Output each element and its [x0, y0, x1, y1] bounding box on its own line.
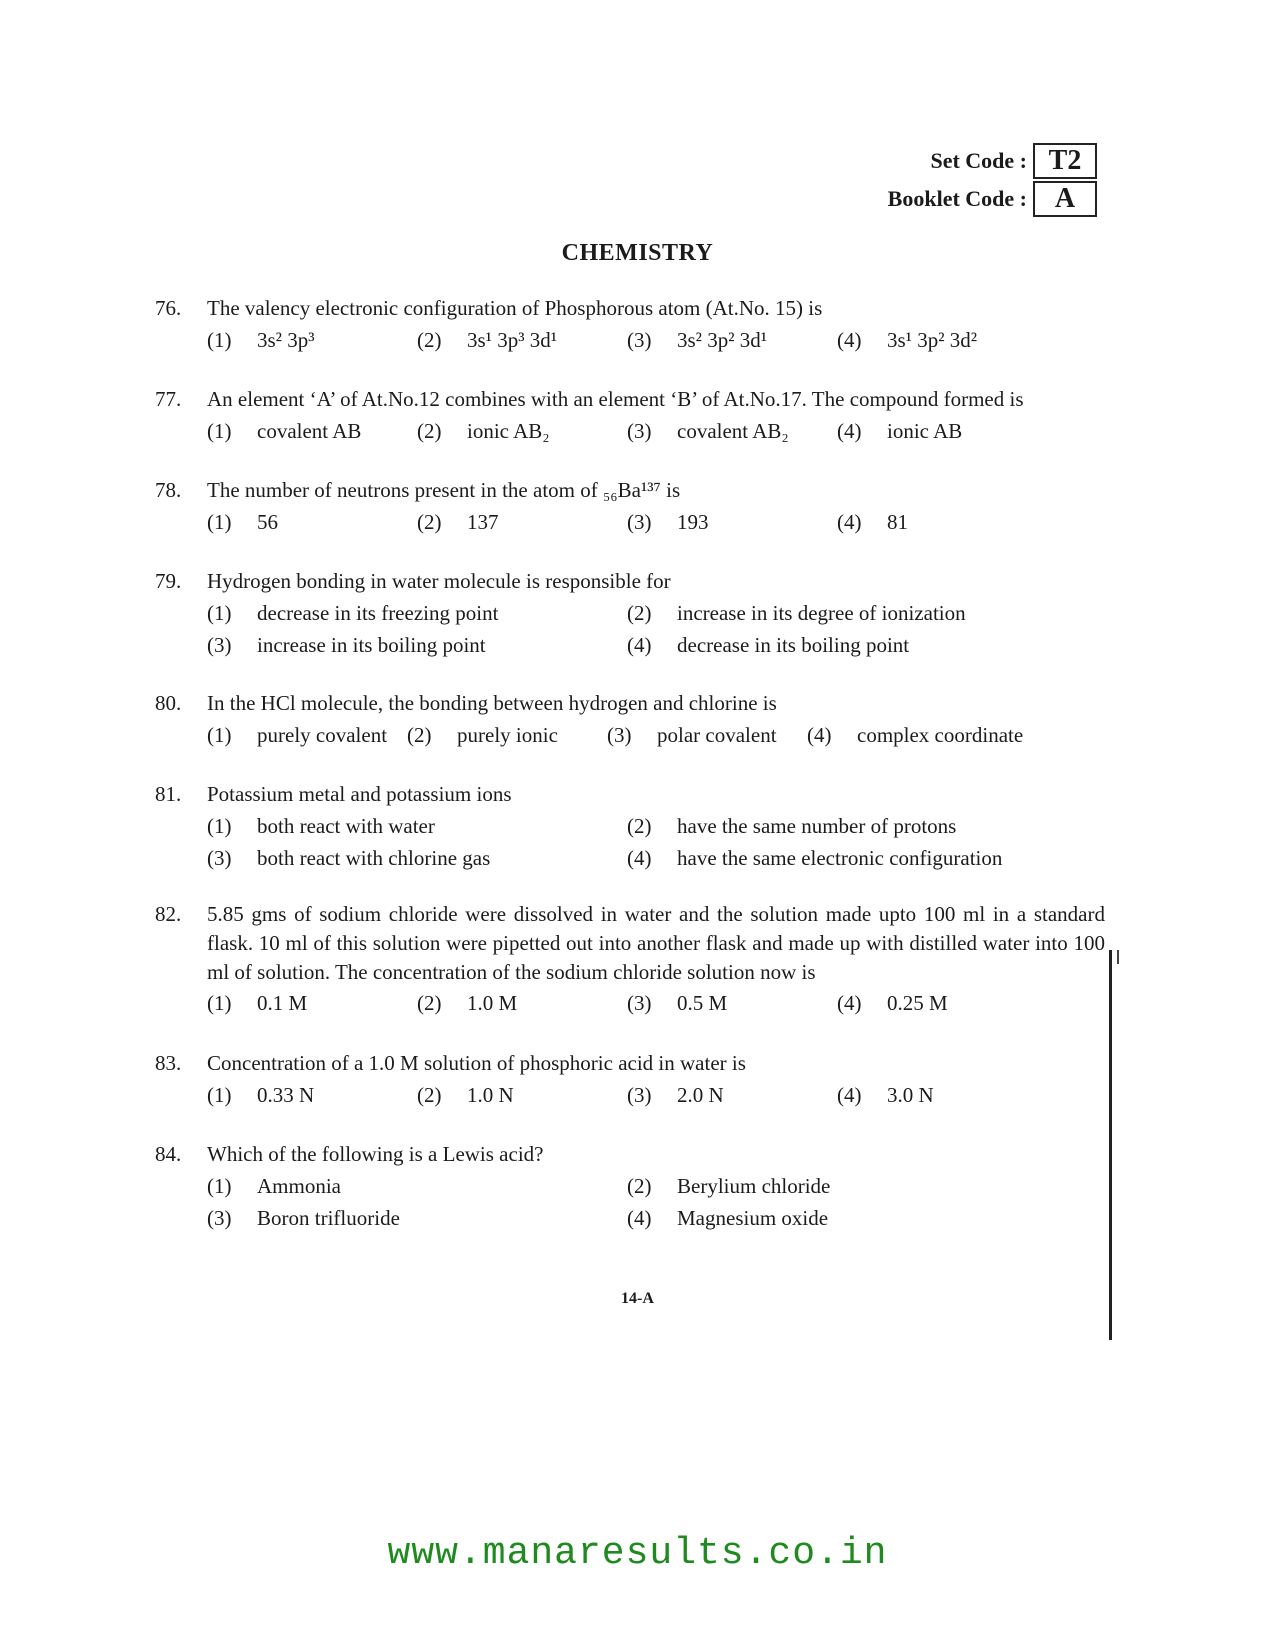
option-number: (2): [407, 723, 432, 747]
option-number: (4): [837, 991, 862, 1015]
option-number: (3): [607, 723, 632, 747]
option-2[interactable]: [627, 810, 1047, 842]
option-number: (2): [417, 419, 442, 443]
option-number: (2): [627, 814, 652, 838]
option-3[interactable]: [607, 719, 807, 751]
option-number: (3): [627, 1083, 652, 1107]
option-2[interactable]: [627, 597, 1047, 629]
question-79: [155, 565, 1105, 661]
option-text: 1.0 N: [467, 1083, 514, 1107]
option-text: both react with chlorine gas: [257, 846, 491, 870]
options: [207, 597, 1105, 661]
question-text: Which of the following is a Lewis acid?: [207, 1142, 544, 1166]
option-text: both react with water: [257, 814, 435, 838]
option-text: 3s¹ 3p² 3d²: [887, 328, 978, 352]
option-1[interactable]: [207, 810, 627, 842]
option-text: Boron trifluoride: [257, 1206, 400, 1230]
option-text: covalent AB: [257, 419, 362, 443]
option-number: (3): [207, 1206, 232, 1230]
question-text: An element ‘A’ of At.No.12 combines with an element ‘B’ of At.No.17. The compound formed is: [207, 387, 1024, 411]
option-text: 1.0 M: [467, 991, 518, 1015]
option-4[interactable]: [837, 506, 1047, 538]
option-text: 0.5 M: [677, 991, 728, 1015]
question-text: Concentration of a 1.0 M solution of phosphoric acid in water is: [207, 1051, 746, 1075]
question-number: 80.: [155, 691, 182, 715]
option-text: have the same number of protons: [677, 814, 957, 838]
option-number: (1): [207, 510, 232, 534]
option-3[interactable]: [207, 842, 627, 874]
option-4[interactable]: [627, 629, 1047, 661]
option-1[interactable]: [207, 1079, 417, 1111]
option-number: (3): [627, 328, 652, 352]
option-number: (1): [207, 991, 232, 1015]
option-text: 3s¹ 3p³ 3d¹: [467, 328, 558, 352]
option-1[interactable]: [207, 719, 407, 751]
options: [207, 987, 1105, 1019]
option-number: (1): [207, 1083, 232, 1107]
options: [207, 506, 1105, 538]
option-3[interactable]: [207, 629, 627, 661]
question-number: 78.: [155, 478, 182, 502]
question-text: The number of neutrons present in the atom of ₅₆Ba¹³⁷ is: [207, 478, 681, 502]
option-number: (4): [837, 1083, 862, 1107]
set-code-value: T2: [1033, 143, 1097, 179]
option-text: have the same electronic configuration: [677, 846, 1003, 870]
option-text: purely covalent: [257, 723, 388, 747]
option-text: increase in its degree of ionization: [677, 601, 966, 625]
question-text: Hydrogen bonding in water molecule is responsible for: [207, 569, 671, 593]
options: [207, 810, 1105, 874]
option-number: (1): [207, 328, 232, 352]
option-number: (4): [837, 419, 862, 443]
option-4[interactable]: [837, 1079, 1047, 1111]
option-text: covalent AB₂: [677, 419, 789, 443]
option-number: (4): [627, 846, 652, 870]
option-number: (3): [627, 419, 652, 443]
option-text: 137: [467, 510, 499, 534]
set-code-row: [888, 142, 1097, 180]
option-1[interactable]: [207, 324, 417, 356]
option-3[interactable]: [627, 987, 837, 1019]
option-number: (2): [417, 510, 442, 534]
option-text: 56: [257, 510, 278, 534]
page-number: 14-A: [621, 1290, 654, 1307]
option-1[interactable]: [207, 597, 627, 629]
option-1[interactable]: [207, 1170, 627, 1202]
option-text: 2.0 N: [677, 1083, 724, 1107]
option-number: (3): [207, 633, 232, 657]
option-2[interactable]: [417, 506, 627, 538]
question-number: 82.: [155, 902, 182, 926]
option-number: (3): [207, 846, 232, 870]
option-text: 0.33 N: [257, 1083, 315, 1107]
question-number: 77.: [155, 387, 182, 411]
option-number: (3): [627, 510, 652, 534]
option-number: (1): [207, 1174, 232, 1198]
option-text: increase in its boiling point: [257, 633, 486, 657]
option-number: (2): [417, 1083, 442, 1107]
subject-title: CHEMISTRY: [561, 240, 714, 266]
option-3[interactable]: [627, 506, 837, 538]
option-number: (1): [207, 814, 232, 838]
question-number: 76.: [155, 296, 182, 320]
option-3[interactable]: [627, 1079, 837, 1111]
option-text: purely ionic: [457, 723, 558, 747]
option-2[interactable]: [627, 1170, 1047, 1202]
option-4[interactable]: [837, 987, 1047, 1019]
option-text: Ammonia: [257, 1174, 341, 1198]
option-number: (2): [627, 1174, 652, 1198]
option-text: complex coordinate: [857, 723, 1024, 747]
option-text: 81: [887, 510, 908, 534]
option-number: (1): [207, 601, 232, 625]
question-number: 84.: [155, 1142, 182, 1166]
question-78: [155, 474, 1105, 538]
question-text: 5.85 gms of sodium chloride were dissolved in water and the solution made upto 100 ml in a standard flask. 10 ml of this solution were pipetted out into another flask and made up with distilled water into 100 ml of solution. The concentration of the sodium chloride solution now is: [207, 902, 1105, 984]
option-number: (4): [807, 723, 832, 747]
question-number: 83.: [155, 1051, 182, 1075]
options: [207, 1170, 1105, 1234]
question-77: [155, 383, 1105, 447]
option-text: decrease in its freezing point: [257, 601, 499, 625]
question-text: The valency electronic configuration of Phosphorous atom (At.No. 15) is: [207, 296, 823, 320]
booklet-code-value: A: [1033, 181, 1097, 217]
question-81: [155, 778, 1105, 874]
option-3[interactable]: [627, 415, 837, 447]
options: [207, 719, 1105, 751]
question-80: [155, 687, 1105, 751]
option-2[interactable]: [417, 1079, 627, 1111]
option-1[interactable]: [207, 506, 417, 538]
option-4[interactable]: [627, 842, 1047, 874]
set-code-label: Set Code :: [930, 148, 1027, 173]
booklet-code-label: Booklet Code :: [887, 186, 1027, 211]
option-text: 193: [677, 510, 709, 534]
option-4[interactable]: [807, 719, 1057, 751]
option-number: (1): [207, 419, 232, 443]
option-2[interactable]: [417, 324, 627, 356]
option-2[interactable]: [417, 415, 627, 447]
code-block: [888, 142, 1097, 218]
option-number: (1): [207, 723, 232, 747]
question-number: 79.: [155, 569, 182, 593]
margin-tick: [1117, 950, 1119, 964]
option-number: (4): [837, 328, 862, 352]
option-number: (4): [837, 510, 862, 534]
question-76: [155, 292, 1105, 356]
option-text: ionic AB₂: [467, 419, 550, 443]
footer-url[interactable]: www.manaresults.co.in: [387, 1532, 888, 1575]
option-4[interactable]: [837, 415, 1047, 447]
option-number: (4): [627, 1206, 652, 1230]
question-number: 81.: [155, 782, 182, 806]
option-text: Magnesium oxide: [677, 1206, 829, 1230]
option-1[interactable]: [207, 987, 417, 1019]
option-4[interactable]: [837, 324, 1047, 356]
option-text: decrease in its boiling point: [677, 633, 910, 657]
margin-line: [1109, 950, 1112, 1340]
booklet-code-row: [888, 180, 1097, 218]
option-4[interactable]: [627, 1202, 1047, 1234]
options: [207, 1079, 1105, 1111]
option-2[interactable]: [407, 719, 607, 751]
option-text: 3s² 3p² 3d¹: [677, 328, 768, 352]
option-text: 3.0 N: [887, 1083, 934, 1107]
option-3[interactable]: [627, 324, 837, 356]
option-3[interactable]: [207, 1202, 627, 1234]
option-number: (2): [417, 991, 442, 1015]
question-text: Potassium metal and potassium ions: [207, 782, 512, 806]
option-text: Berylium chloride: [677, 1174, 831, 1198]
option-text: 3s² 3p³: [257, 328, 315, 352]
option-number: (2): [627, 601, 652, 625]
question-82: [155, 900, 1105, 1019]
option-number: (4): [627, 633, 652, 657]
option-2[interactable]: [417, 987, 627, 1019]
question-text: In the HCl molecule, the bonding between hydrogen and chlorine is: [207, 691, 777, 715]
option-number: (3): [627, 991, 652, 1015]
option-text: polar covalent: [657, 723, 777, 747]
options: [207, 415, 1105, 447]
question-83: [155, 1047, 1105, 1111]
option-number: (2): [417, 328, 442, 352]
option-1[interactable]: [207, 415, 417, 447]
option-text: ionic AB: [887, 419, 963, 443]
options: [207, 324, 1105, 356]
option-text: 0.1 M: [257, 991, 308, 1015]
option-text: 0.25 M: [887, 991, 948, 1015]
question-84: [155, 1138, 1105, 1234]
